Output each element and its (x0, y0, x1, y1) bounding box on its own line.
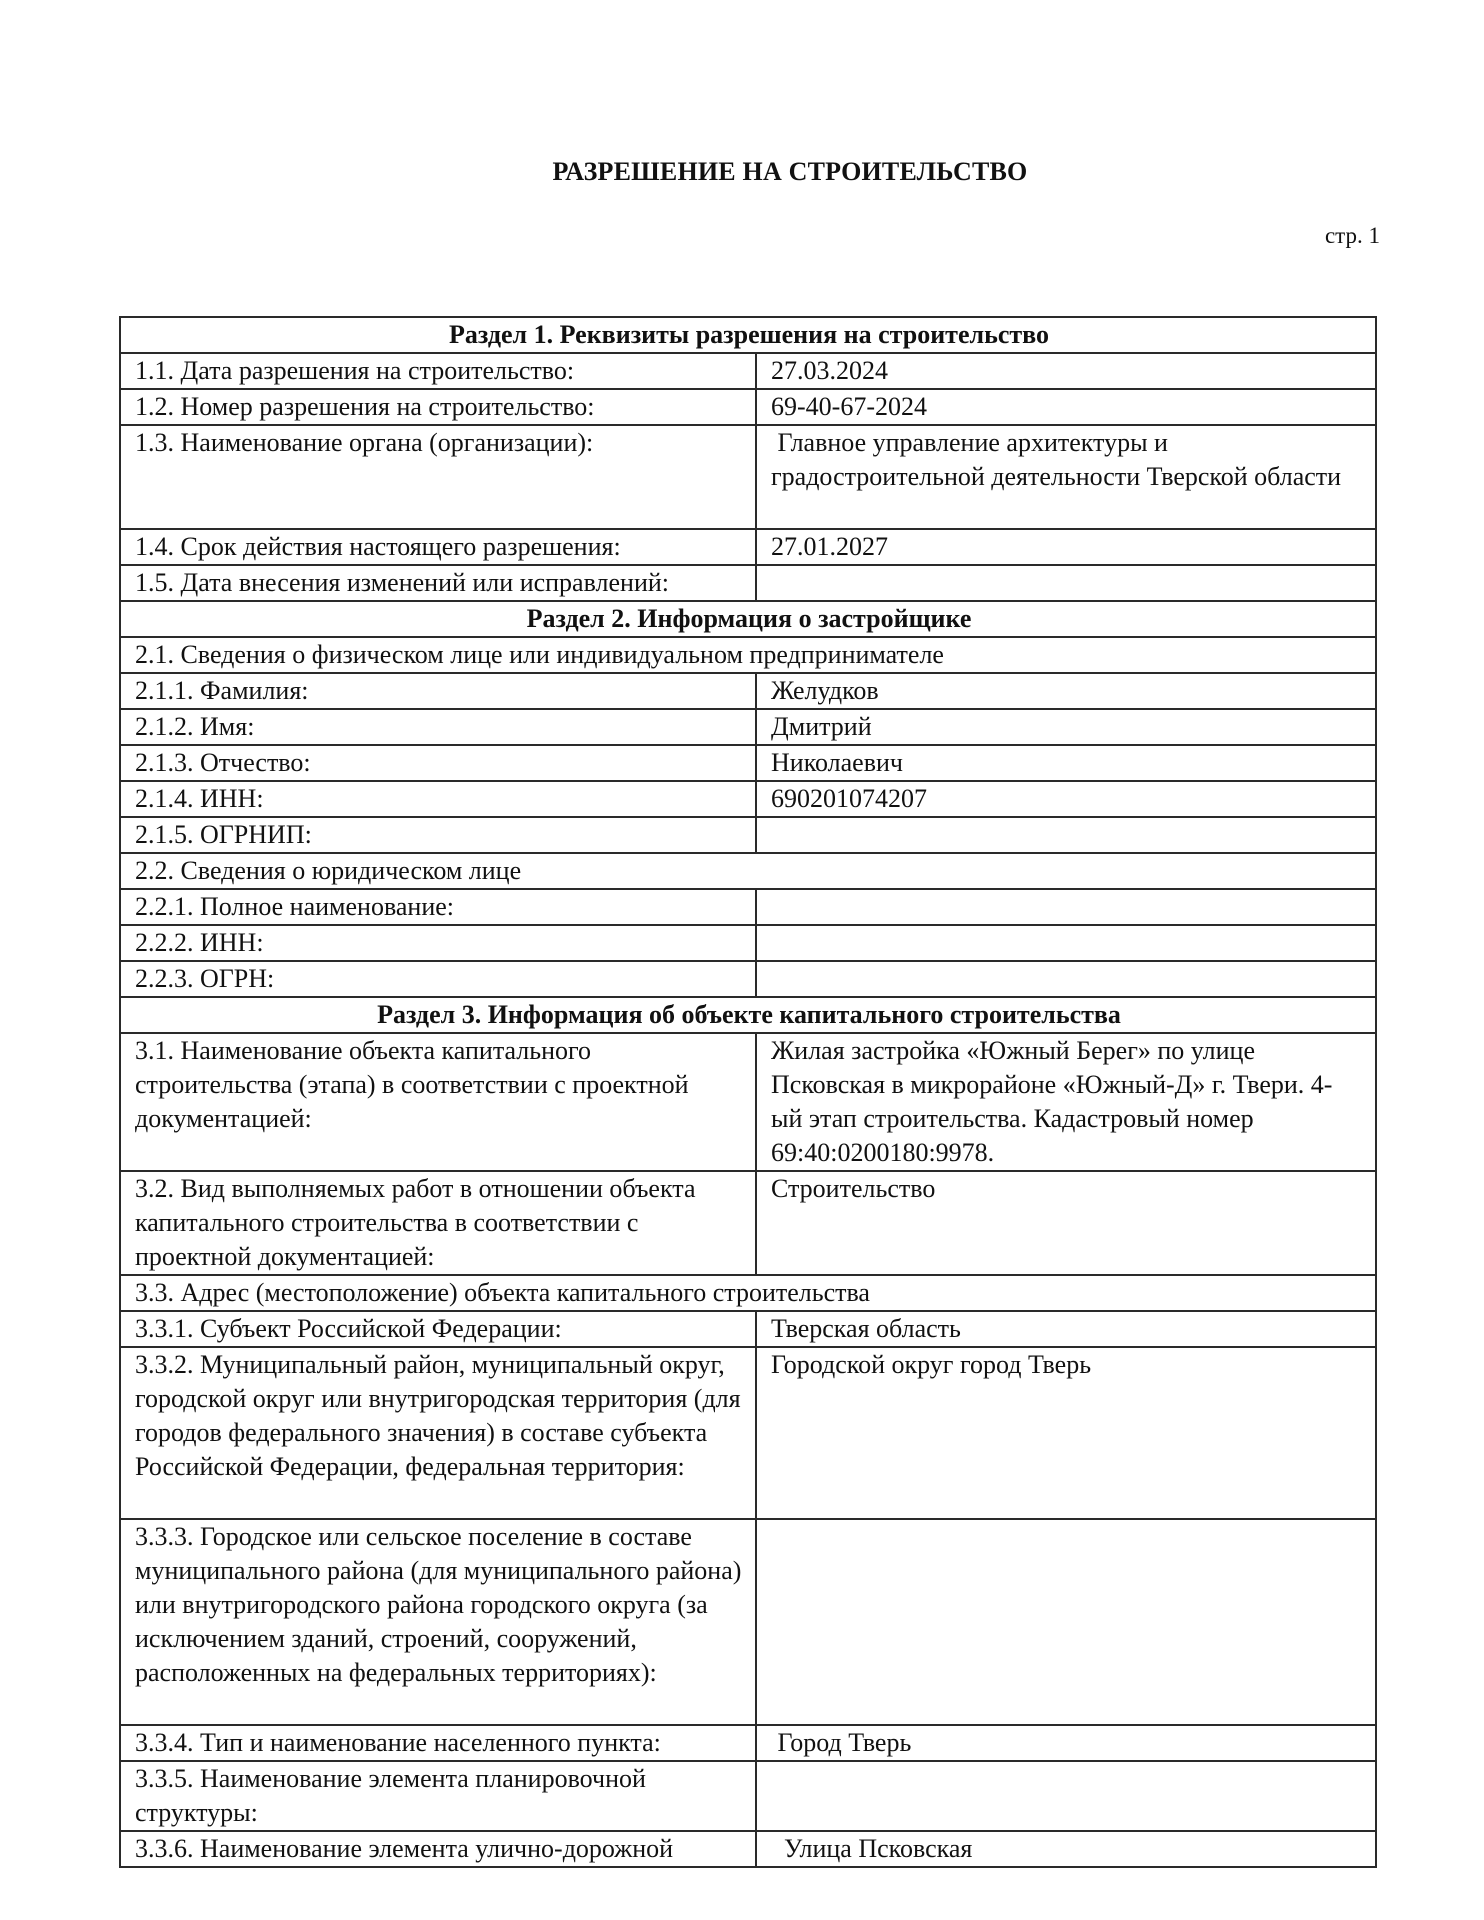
section-1-header-row (120, 317, 1376, 353)
amendment-date-value (756, 565, 1376, 601)
field-label: 2.2.3. ОГРН: (120, 961, 756, 997)
permit-date-value: 27.03.2024 (756, 353, 1376, 389)
patronymic-value: Николаевич (756, 745, 1376, 781)
field-label: 1.5. Дата внесения изменений или исправлений: (120, 565, 756, 601)
region-value: Тверская область (756, 1311, 1376, 1347)
subsection-row (120, 853, 1376, 889)
page-number: стр. 1 (1324, 223, 1380, 248)
subsection-legal-entity: 2.2. Сведения о юридическом лице (120, 853, 1376, 889)
field-label: 2.2.1. Полное наименование: (120, 889, 756, 925)
first-name-value: Дмитрий (756, 709, 1376, 745)
field-label: 3.2. Вид выполняемых работ в отношении объекта капитального строительства в соответствии с проектной документацией: (120, 1171, 756, 1275)
field-label: 3.3.4. Тип и наименование населенного пункта: (120, 1725, 756, 1761)
table-row (120, 673, 1376, 709)
table-row (120, 1831, 1376, 1867)
field-label: 1.4. Срок действия настоящего разрешения: (120, 529, 756, 565)
field-label: 3.1. Наименование объекта капитального строительства (этапа) в соответствии с проектной документацией: (120, 1033, 756, 1171)
municipal-district-value: Городской округ город Тверь (756, 1347, 1376, 1519)
permit-number-value: 69-40-67-2024 (756, 389, 1376, 425)
table-row (120, 353, 1376, 389)
table-row (120, 1033, 1376, 1171)
field-label: 3.3.2. Муниципальный район, муниципальный округ, городской округ или внутригородская территория (для городов федерального значения) в составе субъекта Российской Федерации, федеральная территория: (120, 1347, 756, 1519)
table-row (120, 1171, 1376, 1275)
object-name-value: Жилая застройка «Южный Берег» по улице Псковская в микрорайоне «Южный-Д» г. Твери. 4-ый этап строительства. Кадастровый номер 69:40:0200180:9978. (756, 1033, 1376, 1171)
table-row (120, 1761, 1376, 1831)
field-label: 2.1.1. Фамилия: (120, 673, 756, 709)
field-label: 1.1. Дата разрешения на строительство: (120, 353, 756, 389)
field-label: 3.3.6. Наименование элемента улично-дорожной (120, 1831, 756, 1867)
subsection-address: 3.3. Адрес (местоположение) объекта капитального строительства (120, 1275, 1376, 1311)
section-3-header: Раздел 3. Информация об объекте капитального строительства (120, 997, 1376, 1033)
table-row (120, 425, 1376, 529)
table-row (120, 1519, 1376, 1725)
table-row (120, 389, 1376, 425)
table-row (120, 961, 1376, 997)
field-label: 3.3.1. Субъект Российской Федерации: (120, 1311, 756, 1347)
section-2-header-row (120, 601, 1376, 637)
planning-element-value (756, 1761, 1376, 1831)
permit-table (119, 316, 1377, 1868)
field-label: 1.3. Наименование органа (организации): (120, 425, 756, 529)
subsection-individual: 2.1. Сведения о физическом лице или индивидуальном предпринимателе (120, 637, 1376, 673)
field-label: 3.3.3. Городское или сельское поселение в составе муниципального района (для муниципального района) или внутригородского района городского округа (за исключением зданий, строений, сооружений, расположенных на федеральных территориях): (120, 1519, 756, 1725)
table-row (120, 709, 1376, 745)
section-1-header: Раздел 1. Реквизиты разрешения на строительство (120, 317, 1376, 353)
surname-value: Желудков (756, 673, 1376, 709)
table-row (120, 1311, 1376, 1347)
section-2-header: Раздел 2. Информация о застройщике (120, 601, 1376, 637)
legal-inn-value (756, 925, 1376, 961)
table-row (120, 781, 1376, 817)
table-row (120, 889, 1376, 925)
issuing-authority-value: Главное управление архитектуры и градостроительной деятельности Тверской области (756, 425, 1376, 529)
full-name-value (756, 889, 1376, 925)
field-label: 1.2. Номер разрешения на строительство: (120, 389, 756, 425)
table-row (120, 529, 1376, 565)
subsection-row (120, 1275, 1376, 1311)
field-label: 3.3.5. Наименование элемента планировочной структуры: (120, 1761, 756, 1831)
document-title: РАЗРЕШЕНИЕ НА СТРОИТЕЛЬСТВО (552, 157, 1028, 186)
subsection-row (120, 637, 1376, 673)
table-row (120, 1725, 1376, 1761)
field-label: 2.1.4. ИНН: (120, 781, 756, 817)
table-row (120, 745, 1376, 781)
field-label: 2.1.2. Имя: (120, 709, 756, 745)
table-row (120, 925, 1376, 961)
settlement-value (756, 1519, 1376, 1725)
locality-value: Город Тверь (756, 1725, 1376, 1761)
section-3-header-row (120, 997, 1376, 1033)
field-label: 2.1.5. ОГРНИП: (120, 817, 756, 853)
ogrn-value (756, 961, 1376, 997)
field-label: 2.2.2. ИНН: (120, 925, 756, 961)
field-label: 2.1.3. Отчество: (120, 745, 756, 781)
ogrnip-value (756, 817, 1376, 853)
inn-value: 690201074207 (756, 781, 1376, 817)
validity-date-value: 27.01.2027 (756, 529, 1376, 565)
table-row (120, 1347, 1376, 1519)
work-type-value: Строительство (756, 1171, 1376, 1275)
street-value: Улица Псковская (756, 1831, 1376, 1867)
table-row (120, 565, 1376, 601)
table-row (120, 817, 1376, 853)
